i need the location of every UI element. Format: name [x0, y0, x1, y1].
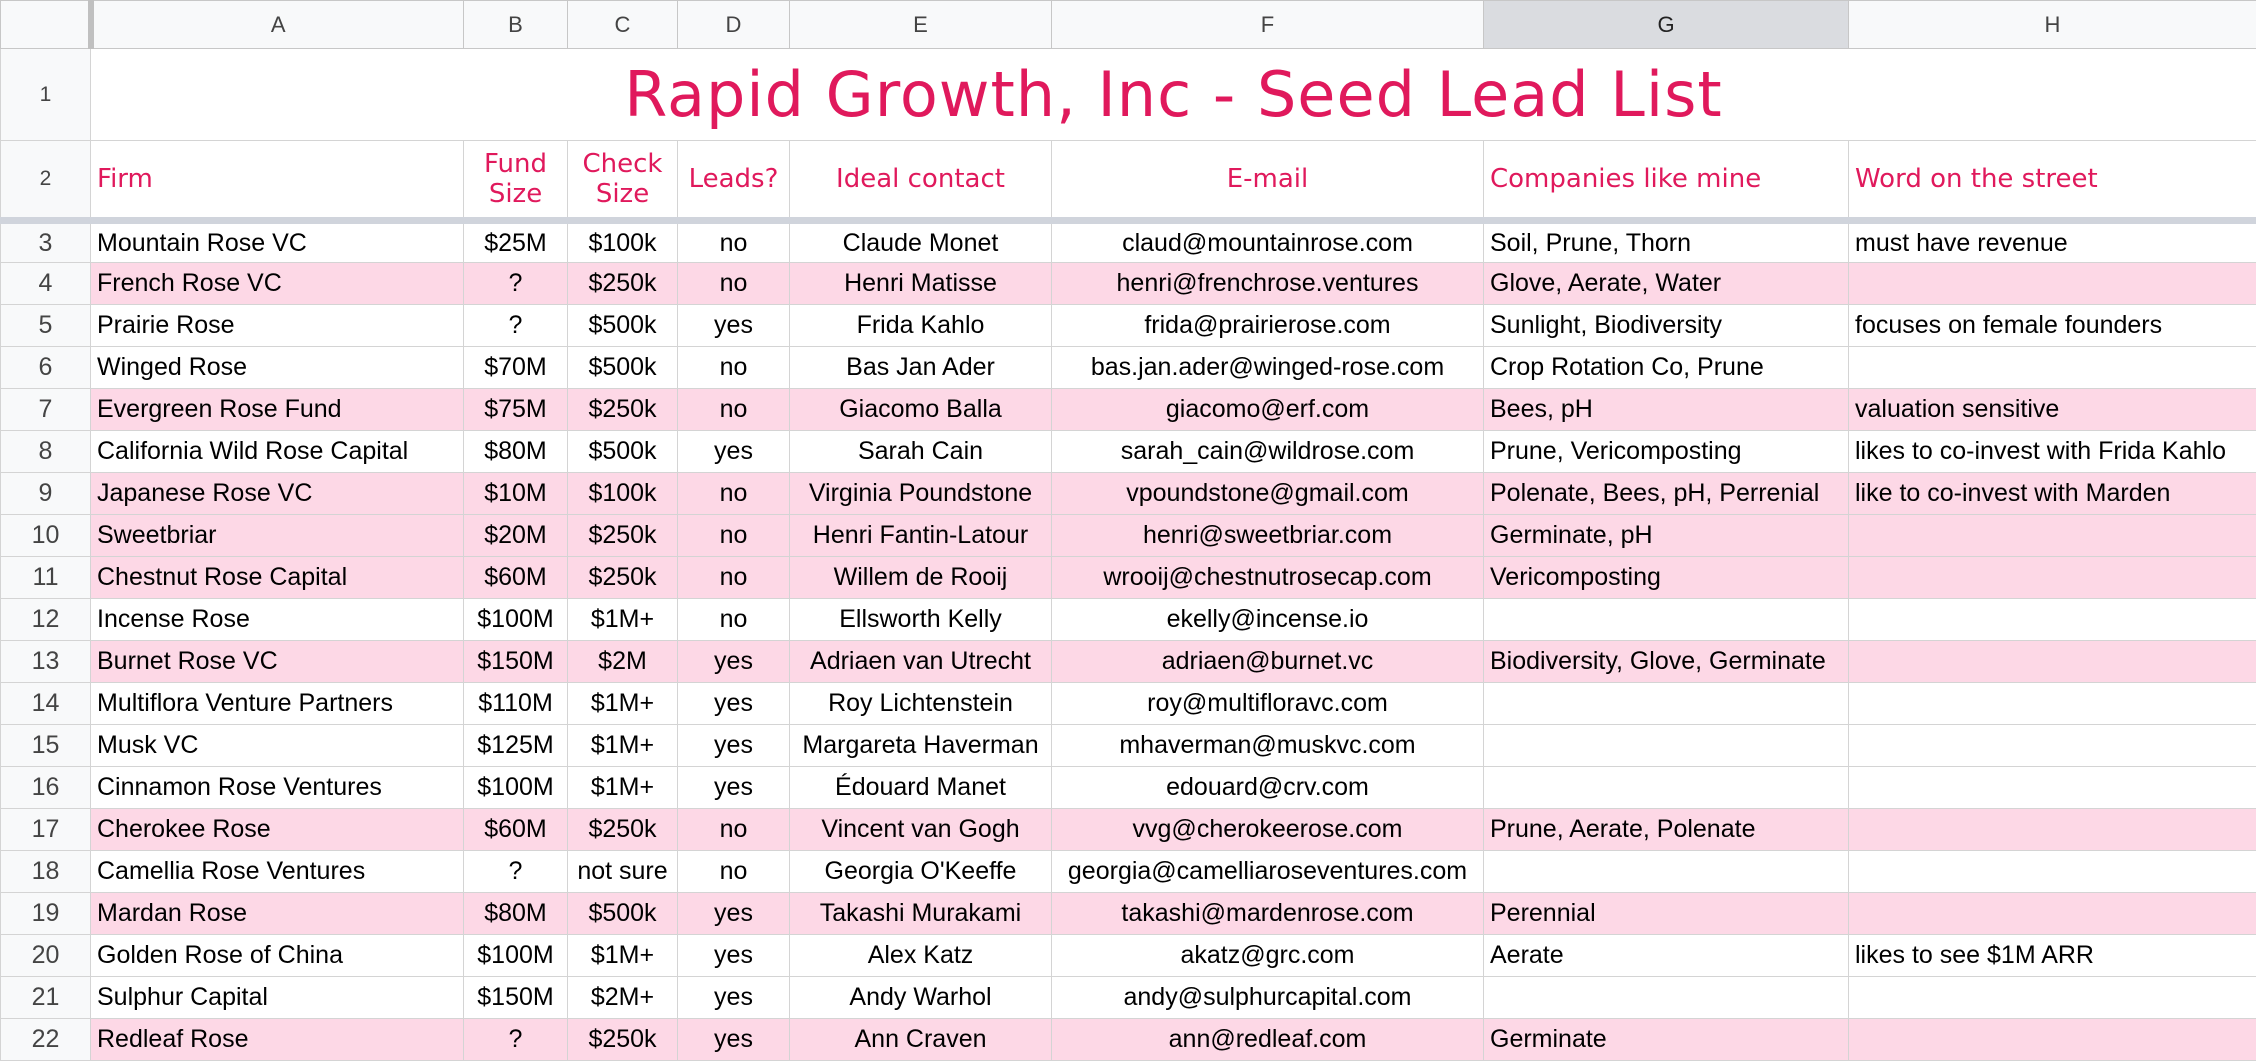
cell-companies[interactable]: Germinate — [1484, 1019, 1849, 1061]
cell-word[interactable] — [1849, 347, 2256, 389]
table-row — [1, 893, 2256, 935]
cell-firm[interactable]: Winged Rose — [91, 347, 464, 389]
table-row — [1, 809, 2256, 851]
cell-email[interactable]: henri@frenchrose.ventures — [1052, 263, 1484, 305]
cell-leads[interactable]: yes — [678, 893, 790, 935]
cell-email[interactable]: giacomo@erf.com — [1052, 389, 1484, 431]
cell-fund-size[interactable]: $80M — [464, 893, 568, 935]
cell-firm[interactable]: Evergreen Rose Fund — [91, 389, 464, 431]
cell-check-size[interactable]: $250k — [568, 515, 678, 557]
cell-firm[interactable]: Cinnamon Rose Ventures — [91, 767, 464, 809]
row-number[interactable]: 13 — [1, 641, 91, 683]
cell-check-size[interactable]: $250k — [568, 263, 678, 305]
cell-word[interactable] — [1849, 599, 2256, 641]
row-number[interactable]: 19 — [1, 893, 91, 935]
table-row — [1, 683, 2256, 725]
column-header-b[interactable]: B — [464, 1, 568, 49]
cell-companies[interactable] — [1484, 767, 1849, 809]
cell-email[interactable]: roy@multifloravc.com — [1052, 683, 1484, 725]
cell-ideal-contact[interactable]: Henri Fantin-Latour — [790, 515, 1052, 557]
cell-email[interactable]: wrooij@chestnutrosecap.com — [1052, 557, 1484, 599]
cell-email[interactable]: claud@mountainrose.com — [1052, 221, 1484, 263]
cell-email[interactable]: adriaen@burnet.vc — [1052, 641, 1484, 683]
cell-companies[interactable]: Prune, Vericomposting — [1484, 431, 1849, 473]
cell-firm[interactable]: Prairie Rose — [91, 305, 464, 347]
cell-ideal-contact[interactable]: Roy Lichtenstein — [790, 683, 1052, 725]
cell-firm[interactable]: Cherokee Rose — [91, 809, 464, 851]
cell-firm[interactable]: Japanese Rose VC — [91, 473, 464, 515]
cell-companies[interactable]: Prune, Aerate, Polenate — [1484, 809, 1849, 851]
cell-check-size[interactable]: $250k — [568, 1019, 678, 1061]
cell-fund-size[interactable]: $60M — [464, 557, 568, 599]
cell-word[interactable] — [1849, 1019, 2256, 1061]
cell-word[interactable] — [1849, 977, 2256, 1019]
header-firm[interactable]: Firm — [91, 141, 464, 221]
cell-companies[interactable]: Vericomposting — [1484, 557, 1849, 599]
cell-fund-size[interactable]: $20M — [464, 515, 568, 557]
cell-leads[interactable]: no — [678, 599, 790, 641]
cell-email[interactable]: henri@sweetbriar.com — [1052, 515, 1484, 557]
table-row — [1, 641, 2256, 683]
cell-firm[interactable]: Chestnut Rose Capital — [91, 557, 464, 599]
table-row — [1, 767, 2256, 809]
cell-firm[interactable]: Incense Rose — [91, 599, 464, 641]
cell-word[interactable]: likes to see $1M ARR — [1849, 935, 2256, 977]
cell-fund-size[interactable]: ? — [464, 1019, 568, 1061]
cell-leads[interactable]: no — [678, 389, 790, 431]
cell-check-size[interactable]: $1M+ — [568, 599, 678, 641]
cell-ideal-contact[interactable]: Andy Warhol — [790, 977, 1052, 1019]
cell-ideal-contact[interactable]: Margareta Haverman — [790, 725, 1052, 767]
row-number[interactable]: 4 — [1, 263, 91, 305]
cell-check-size[interactable]: $100k — [568, 221, 678, 263]
sheet-title[interactable]: Rapid Growth, Inc - Seed Lead List — [91, 49, 2256, 141]
cell-companies[interactable]: Soil, Prune, Thorn — [1484, 221, 1849, 263]
cell-leads[interactable]: no — [678, 221, 790, 263]
table-row — [1, 263, 2256, 305]
cell-word[interactable]: like to co-invest with Marden — [1849, 473, 2256, 515]
header-fund-size[interactable]: Fund Size — [464, 141, 568, 221]
cell-leads[interactable]: yes — [678, 641, 790, 683]
cell-ideal-contact[interactable]: Alex Katz — [790, 935, 1052, 977]
table-row — [1, 599, 2256, 641]
cell-firm[interactable]: French Rose VC — [91, 263, 464, 305]
header-email[interactable]: E-mail — [1052, 141, 1484, 221]
cell-word[interactable] — [1849, 851, 2256, 893]
cell-check-size[interactable]: $250k — [568, 389, 678, 431]
cell-check-size[interactable]: $1M+ — [568, 935, 678, 977]
cell-ideal-contact[interactable]: Claude Monet — [790, 221, 1052, 263]
cell-ideal-contact[interactable]: Frida Kahlo — [790, 305, 1052, 347]
cell-leads[interactable]: no — [678, 263, 790, 305]
cell-check-size[interactable]: $250k — [568, 557, 678, 599]
cell-firm[interactable]: California Wild Rose Capital — [91, 431, 464, 473]
cell-leads[interactable]: yes — [678, 767, 790, 809]
cell-check-size[interactable]: $500k — [568, 305, 678, 347]
cell-word[interactable] — [1849, 767, 2256, 809]
row-number[interactable]: 8 — [1, 431, 91, 473]
row-number[interactable]: 10 — [1, 515, 91, 557]
cell-check-size[interactable]: $2M — [568, 641, 678, 683]
cell-companies[interactable] — [1484, 599, 1849, 641]
cell-firm[interactable]: Sulphur Capital — [91, 977, 464, 1019]
cell-companies[interactable] — [1484, 851, 1849, 893]
cell-companies[interactable]: Perennial — [1484, 893, 1849, 935]
cell-firm[interactable]: Mardan Rose — [91, 893, 464, 935]
cell-word[interactable] — [1849, 725, 2256, 767]
row-number[interactable]: 14 — [1, 683, 91, 725]
cell-companies[interactable] — [1484, 725, 1849, 767]
cell-firm[interactable]: Redleaf Rose — [91, 1019, 464, 1061]
cell-firm[interactable]: Burnet Rose VC — [91, 641, 464, 683]
cell-leads[interactable]: yes — [678, 977, 790, 1019]
row-number[interactable]: 15 — [1, 725, 91, 767]
cell-check-size[interactable]: $250k — [568, 809, 678, 851]
cell-fund-size[interactable]: $80M — [464, 431, 568, 473]
table-row — [1, 977, 2256, 1019]
cell-email[interactable]: vvg@cherokeerose.com — [1052, 809, 1484, 851]
title-row — [1, 49, 2256, 141]
cell-ideal-contact[interactable]: Georgia O'Keeffe — [790, 851, 1052, 893]
cell-email[interactable]: frida@prairierose.com — [1052, 305, 1484, 347]
table-row — [1, 473, 2256, 515]
cell-ideal-contact[interactable]: Édouard Manet — [790, 767, 1052, 809]
cell-firm[interactable]: Sweetbriar — [91, 515, 464, 557]
cell-ideal-contact[interactable]: Ann Craven — [790, 1019, 1052, 1061]
cell-leads[interactable]: yes — [678, 725, 790, 767]
column-header-f[interactable]: F — [1052, 1, 1484, 49]
cell-check-size[interactable]: $500k — [568, 431, 678, 473]
cell-leads[interactable]: yes — [678, 1019, 790, 1061]
cell-fund-size[interactable]: $100M — [464, 767, 568, 809]
cell-fund-size[interactable]: $150M — [464, 977, 568, 1019]
column-header-a[interactable]: A — [91, 1, 464, 49]
header-row — [1, 141, 2256, 221]
cell-ideal-contact[interactable]: Adriaen van Utrecht — [790, 641, 1052, 683]
cell-email[interactable]: bas.jan.ader@winged-rose.com — [1052, 347, 1484, 389]
header-leads[interactable]: Leads? — [678, 141, 790, 221]
cell-email[interactable]: edouard@crv.com — [1052, 767, 1484, 809]
cell-fund-size[interactable]: $125M — [464, 725, 568, 767]
cell-word[interactable] — [1849, 515, 2256, 557]
row-number[interactable]: 21 — [1, 977, 91, 1019]
cell-fund-size[interactable]: $70M — [464, 347, 568, 389]
cell-email[interactable]: mhaverman@muskvc.com — [1052, 725, 1484, 767]
table-row — [1, 515, 2256, 557]
cell-word[interactable]: focuses on female founders — [1849, 305, 2256, 347]
cell-leads[interactable]: yes — [678, 683, 790, 725]
column-header-row — [1, 1, 2256, 49]
cell-leads[interactable]: no — [678, 851, 790, 893]
cell-companies[interactable]: Polenate, Bees, pH, Perrenial — [1484, 473, 1849, 515]
cell-ideal-contact[interactable]: Willem de Rooij — [790, 557, 1052, 599]
cell-fund-size[interactable]: $110M — [464, 683, 568, 725]
row-number[interactable]: 22 — [1, 1019, 91, 1061]
column-header-e[interactable]: E — [790, 1, 1052, 49]
header-word[interactable]: Word on the street — [1849, 141, 2256, 221]
cell-word[interactable]: valuation sensitive — [1849, 389, 2256, 431]
cell-check-size[interactable]: $100k — [568, 473, 678, 515]
cell-check-size[interactable]: $1M+ — [568, 767, 678, 809]
row-number[interactable]: 7 — [1, 389, 91, 431]
row-number[interactable]: 2 — [1, 141, 91, 221]
table-row — [1, 725, 2256, 767]
table-row — [1, 431, 2256, 473]
cell-email[interactable]: sarah_cain@wildrose.com — [1052, 431, 1484, 473]
cell-companies[interactable] — [1484, 977, 1849, 1019]
cell-check-size[interactable]: $1M+ — [568, 683, 678, 725]
row-number[interactable]: 20 — [1, 935, 91, 977]
cell-word[interactable] — [1849, 557, 2256, 599]
table-row — [1, 221, 2256, 263]
row-number[interactable]: 3 — [1, 221, 91, 263]
cell-companies[interactable] — [1484, 683, 1849, 725]
cell-word[interactable] — [1849, 893, 2256, 935]
cell-ideal-contact[interactable]: Takashi Murakami — [790, 893, 1052, 935]
row-number[interactable]: 6 — [1, 347, 91, 389]
table-row — [1, 389, 2256, 431]
table-row — [1, 851, 2256, 893]
table-row — [1, 1019, 2256, 1061]
cell-email[interactable]: ekelly@incense.io — [1052, 599, 1484, 641]
table-row — [1, 557, 2256, 599]
row-number[interactable]: 12 — [1, 599, 91, 641]
column-header-d[interactable]: D — [678, 1, 790, 49]
cell-word[interactable] — [1849, 641, 2256, 683]
cell-firm[interactable]: Musk VC — [91, 725, 464, 767]
cell-ideal-contact[interactable]: Giacomo Balla — [790, 389, 1052, 431]
row-number[interactable]: 18 — [1, 851, 91, 893]
row-number[interactable]: 16 — [1, 767, 91, 809]
cell-leads[interactable]: yes — [678, 431, 790, 473]
cell-companies[interactable]: Germinate, pH — [1484, 515, 1849, 557]
cell-check-size[interactable]: not sure — [568, 851, 678, 893]
cell-check-size[interactable]: $500k — [568, 347, 678, 389]
cell-leads[interactable]: no — [678, 347, 790, 389]
cell-fund-size[interactable]: ? — [464, 305, 568, 347]
header-check-size[interactable]: Check Size — [568, 141, 678, 221]
cell-ideal-contact[interactable]: Virginia Poundstone — [790, 473, 1052, 515]
cell-email[interactable]: vpoundstone@gmail.com — [1052, 473, 1484, 515]
cell-ideal-contact[interactable]: Ellsworth Kelly — [790, 599, 1052, 641]
cell-fund-size[interactable]: $150M — [464, 641, 568, 683]
cell-leads[interactable]: no — [678, 809, 790, 851]
cell-firm[interactable]: Camellia Rose Ventures — [91, 851, 464, 893]
cell-leads[interactable]: yes — [678, 935, 790, 977]
row-number[interactable]: 17 — [1, 809, 91, 851]
cell-fund-size[interactable]: $60M — [464, 809, 568, 851]
cell-check-size[interactable]: $500k — [568, 893, 678, 935]
cell-check-size[interactable]: $1M+ — [568, 725, 678, 767]
table-row — [1, 305, 2256, 347]
cell-check-size[interactable]: $2M+ — [568, 977, 678, 1019]
cell-email[interactable]: takashi@mardenrose.com — [1052, 893, 1484, 935]
column-header-c[interactable]: C — [568, 1, 678, 49]
cell-fund-size[interactable]: ? — [464, 263, 568, 305]
cell-email[interactable]: georgia@camelliaroseventures.com — [1052, 851, 1484, 893]
row-number[interactable]: 9 — [1, 473, 91, 515]
cell-firm[interactable]: Multiflora Venture Partners — [91, 683, 464, 725]
table-row — [1, 347, 2256, 389]
cell-firm[interactable]: Golden Rose of China — [91, 935, 464, 977]
cell-ideal-contact[interactable]: Henri Matisse — [790, 263, 1052, 305]
cell-word[interactable] — [1849, 263, 2256, 305]
cell-word[interactable] — [1849, 809, 2256, 851]
table-row — [1, 935, 2256, 977]
row-number[interactable]: 5 — [1, 305, 91, 347]
cell-leads[interactable]: no — [678, 515, 790, 557]
cell-companies[interactable]: Crop Rotation Co, Prune — [1484, 347, 1849, 389]
cell-fund-size[interactable]: $10M — [464, 473, 568, 515]
cell-fund-size[interactable]: $75M — [464, 389, 568, 431]
cell-companies[interactable]: Glove, Aerate, Water — [1484, 263, 1849, 305]
cell-companies[interactable]: Sunlight, Biodiversity — [1484, 305, 1849, 347]
column-header-g[interactable]: G — [1484, 1, 1849, 49]
cell-word[interactable]: likes to co-invest with Frida Kahlo — [1849, 431, 2256, 473]
cell-word[interactable] — [1849, 683, 2256, 725]
cell-email[interactable]: ann@redleaf.com — [1052, 1019, 1484, 1061]
cell-companies[interactable]: Biodiversity, Glove, Germinate — [1484, 641, 1849, 683]
cell-firm[interactable]: Mountain Rose VC — [91, 221, 464, 263]
cell-leads[interactable]: no — [678, 557, 790, 599]
cell-ideal-contact[interactable]: Bas Jan Ader — [790, 347, 1052, 389]
row-number[interactable]: 11 — [1, 557, 91, 599]
cell-email[interactable]: andy@sulphurcapital.com — [1052, 977, 1484, 1019]
cell-leads[interactable]: no — [678, 473, 790, 515]
cell-leads[interactable]: yes — [678, 305, 790, 347]
cell-ideal-contact[interactable]: Sarah Cain — [790, 431, 1052, 473]
cell-companies[interactable]: Bees, pH — [1484, 389, 1849, 431]
header-companies[interactable]: Companies like mine — [1484, 141, 1849, 221]
cell-ideal-contact[interactable]: Vincent van Gogh — [790, 809, 1052, 851]
cell-fund-size[interactable]: $25M — [464, 221, 568, 263]
cell-fund-size[interactable]: $100M — [464, 599, 568, 641]
column-header-h[interactable]: H — [1849, 1, 2256, 49]
cell-word[interactable]: must have revenue — [1849, 221, 2256, 263]
cell-fund-size[interactable]: ? — [464, 851, 568, 893]
cell-companies[interactable]: Aerate — [1484, 935, 1849, 977]
cell-fund-size[interactable]: $100M — [464, 935, 568, 977]
header-ideal-contact[interactable]: Ideal contact — [790, 141, 1052, 221]
row-number[interactable]: 1 — [1, 49, 91, 141]
select-all-corner[interactable] — [1, 1, 91, 49]
cell-email[interactable]: akatz@grc.com — [1052, 935, 1484, 977]
